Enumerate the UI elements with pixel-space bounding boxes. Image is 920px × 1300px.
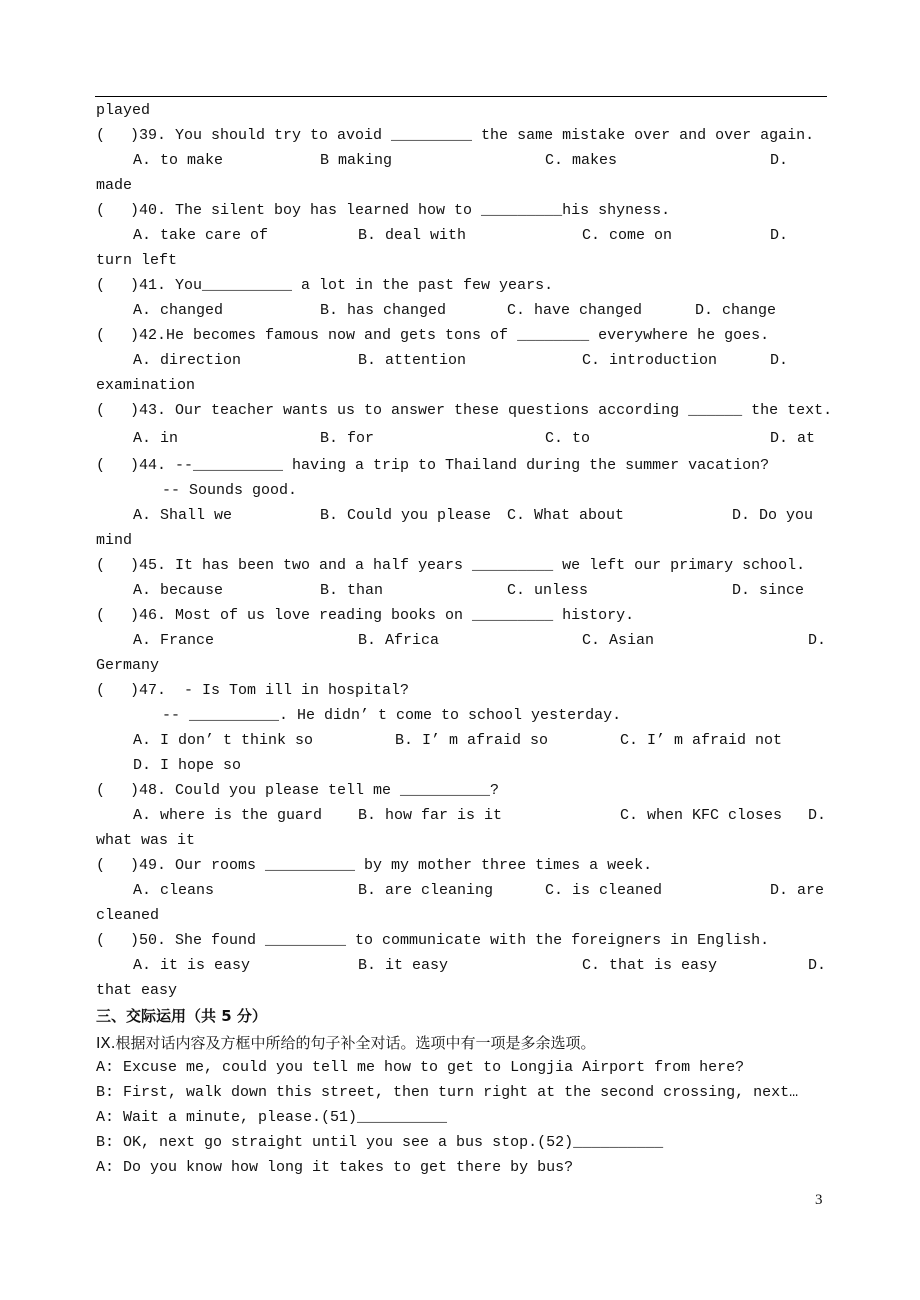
text-line-16-seg-2: C. What about (507, 507, 625, 524)
text-line-10-seg-2: C. introduction (582, 352, 718, 369)
text-line-8-seg-0: A. changed (133, 302, 224, 319)
text-line-8-seg-1: B. has changed (320, 302, 447, 319)
text-line-21-seg-3: D. (808, 632, 827, 649)
text-line-29-seg-0: what was it (96, 832, 196, 849)
text-line-10-seg-3: D. (770, 352, 789, 369)
text-line-4-seg-0: ( (96, 202, 106, 219)
text-line-16-seg-1: B. Could you please (320, 507, 492, 524)
text-line-27-seg-1: )48. Could you please tell me __________? (130, 782, 500, 799)
text-line-15-seg-0: -- Sounds good. (162, 482, 298, 499)
text-line-19-seg-3: D. since (732, 582, 805, 599)
text-line-2-seg-3: D. (770, 152, 789, 169)
text-line-1-seg-1: )39. You should try to avoid _________ the same mistake over and over again. (130, 127, 815, 144)
text-line-33-seg-1: )50. She found _________ to communicate with the foreigners in English. (130, 932, 770, 949)
text-line-7-seg-0: ( (96, 277, 106, 294)
section-heading: 三、交际运用（共 5 分） (96, 1007, 267, 1025)
page-number: 3 (815, 1192, 823, 1208)
text-line-35-seg-0: that easy (96, 982, 178, 999)
text-line-13-seg-0: A. in (133, 430, 179, 447)
text-line-22-seg-0: Germany (96, 657, 160, 674)
text-line-16-seg-0: A. Shall we (133, 507, 233, 524)
text-line-4-seg-1: )40. The silent boy has learned how to _________his shyness. (130, 202, 671, 219)
text-line-40-seg-0: A: Wait a minute, please.(51)__________ (96, 1109, 448, 1126)
text-line-19-seg-1: B. than (320, 582, 384, 599)
text-line-10-seg-0: A. direction (133, 352, 242, 369)
text-line-5-seg-0: A. take care of (133, 227, 269, 244)
text-line-3-seg-0: made (96, 177, 133, 194)
text-line-9-seg-0: ( (96, 327, 106, 344)
text-line-31-seg-2: C. is cleaned (545, 882, 663, 899)
text-line-12-seg-1: )43. Our teacher wants us to answer these questions according ______ the text. (130, 402, 833, 419)
text-line-11-seg-0: examination (96, 377, 196, 394)
text-line-28-seg-0: A. where is the guard (133, 807, 323, 824)
text-line-7-seg-1: )41. You__________ a lot in the past few years. (130, 277, 554, 294)
text-line-0-seg-0: played (96, 102, 151, 119)
text-line-5-seg-1: B. deal with (358, 227, 467, 244)
text-line-13-seg-3: D. at (770, 430, 816, 447)
text-line-13-seg-1: B. for (320, 430, 375, 447)
text-line-13-seg-2: C. to (545, 430, 591, 447)
text-line-24-seg-0: -- __________. He didn’ t come to school yesterday. (162, 707, 622, 724)
text-line-1-seg-0: ( (96, 127, 106, 144)
text-line-28-seg-3: D. (808, 807, 827, 824)
text-line-37-seg-0: IX.根据对话内容及方框中所给的句子补全对话。选项中有一项是多余选项。 (96, 1034, 596, 1052)
text-line-5-seg-3: D. (770, 227, 789, 244)
text-line-8-seg-3: D. change (695, 302, 777, 319)
text-line-12-seg-0: ( (96, 402, 106, 419)
text-line-42-seg-0: A: Do you know how long it takes to get there by bus? (96, 1159, 574, 1176)
text-line-38-seg-0: A: Excuse me, could you tell me how to get to Longjia Airport from here? (96, 1059, 745, 1076)
text-line-5-seg-2: C. come on (582, 227, 673, 244)
text-line-14-seg-0: ( (96, 457, 106, 474)
header-rule (95, 96, 827, 97)
text-line-18-seg-1: )45. It has been two and a half years _________ we left our primary school. (130, 557, 806, 574)
text-line-28-seg-2: C. when KFC closes (620, 807, 783, 824)
text-line-6-seg-0: turn left (96, 252, 178, 269)
text-line-30-seg-0: ( (96, 857, 106, 874)
text-line-23-seg-1: )47. - Is Tom ill in hospital? (130, 682, 410, 699)
text-line-18-seg-0: ( (96, 557, 106, 574)
text-line-2-seg-0: A. to make (133, 152, 224, 169)
text-line-31-seg-0: A. cleans (133, 882, 215, 899)
text-line-31-seg-3: D. are (770, 882, 825, 899)
text-line-34-seg-0: A. it is easy (133, 957, 251, 974)
text-line-2-seg-1: B making (320, 152, 393, 169)
text-line-23-seg-0: ( (96, 682, 106, 699)
text-line-30-seg-1: )49. Our rooms __________ by my mother three times a week. (130, 857, 653, 874)
text-line-10-seg-1: B. attention (358, 352, 467, 369)
text-line-21-seg-1: B. Africa (358, 632, 440, 649)
text-line-14-seg-1: )44. --__________ having a trip to Thailand during the summer vacation? (130, 457, 770, 474)
text-line-21-seg-0: A. France (133, 632, 215, 649)
text-line-34-seg-1: B. it easy (358, 957, 449, 974)
text-line-27-seg-0: ( (96, 782, 106, 799)
text-line-26-seg-0: D. I hope so (133, 757, 242, 774)
text-line-25-seg-2: C. I’ m afraid not (620, 732, 783, 749)
text-line-25-seg-1: B. I’ m afraid so (395, 732, 549, 749)
text-line-19-seg-0: A. because (133, 582, 224, 599)
text-line-21-seg-2: C. Asian (582, 632, 655, 649)
text-line-17-seg-0: mind (96, 532, 133, 549)
text-line-8-seg-2: C. have changed (507, 302, 643, 319)
text-line-20-seg-0: ( (96, 607, 106, 624)
text-line-2-seg-2: C. makes (545, 152, 618, 169)
text-line-33-seg-0: ( (96, 932, 106, 949)
text-line-32-seg-0: cleaned (96, 907, 160, 924)
text-line-20-seg-1: )46. Most of us love reading books on _________ history. (130, 607, 635, 624)
text-line-28-seg-1: B. how far is it (358, 807, 503, 824)
text-line-19-seg-2: C. unless (507, 582, 589, 599)
text-line-34-seg-3: D. (808, 957, 827, 974)
text-line-39-seg-0: B: First, walk down this street, then turn right at the second crossing, next… (96, 1084, 799, 1101)
text-line-41-seg-0: B: OK, next go straight until you see a bus stop.(52)__________ (96, 1134, 664, 1151)
text-line-25-seg-0: A. I don’ t think so (133, 732, 314, 749)
text-line-31-seg-1: B. are cleaning (358, 882, 494, 899)
text-line-34-seg-2: C. that is easy (582, 957, 718, 974)
text-line-9-seg-1: )42.He becomes famous now and gets tons of ________ everywhere he goes. (130, 327, 770, 344)
text-line-16-seg-3: D. Do you (732, 507, 814, 524)
